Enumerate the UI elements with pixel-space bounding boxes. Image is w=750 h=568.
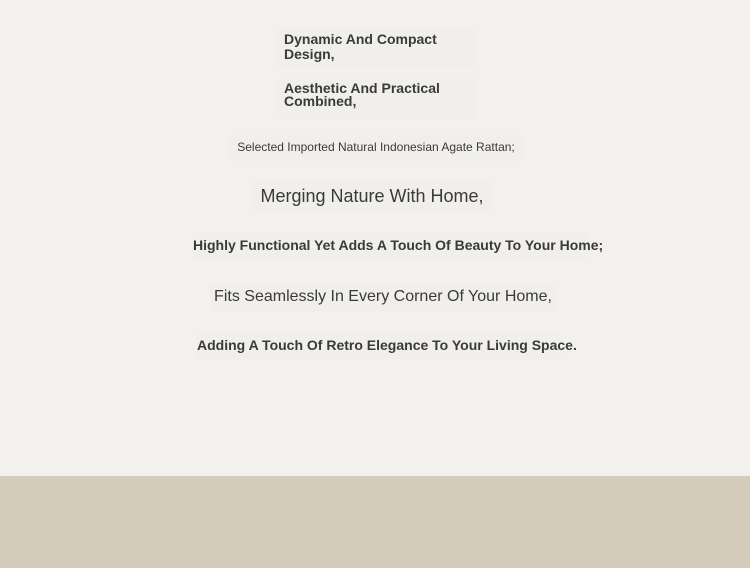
feature-text-dynamic-design: Dynamic And Compact Design,: [278, 29, 474, 69]
feature-text-aesthetic-practical: Aesthetic And Practical Combined,: [278, 79, 476, 119]
feature-text-merging-nature: Merging Nature With Home,: [252, 180, 492, 212]
footer-color-band: [0, 476, 750, 568]
feature-text-fits-seamlessly: Fits Seamlessly In Every Corner Of Your Home,: [210, 284, 556, 312]
feature-text-highly-functional: Highly Functional Yet Adds A Touch Of Beauty To Your Home;: [193, 233, 587, 259]
feature-text-retro-elegance: Adding A Touch Of Retro Elegance To Your Living Space.: [197, 333, 561, 359]
feature-text-agate-rattan: Selected Imported Natural Indonesian Agate Rattan;: [230, 135, 522, 161]
